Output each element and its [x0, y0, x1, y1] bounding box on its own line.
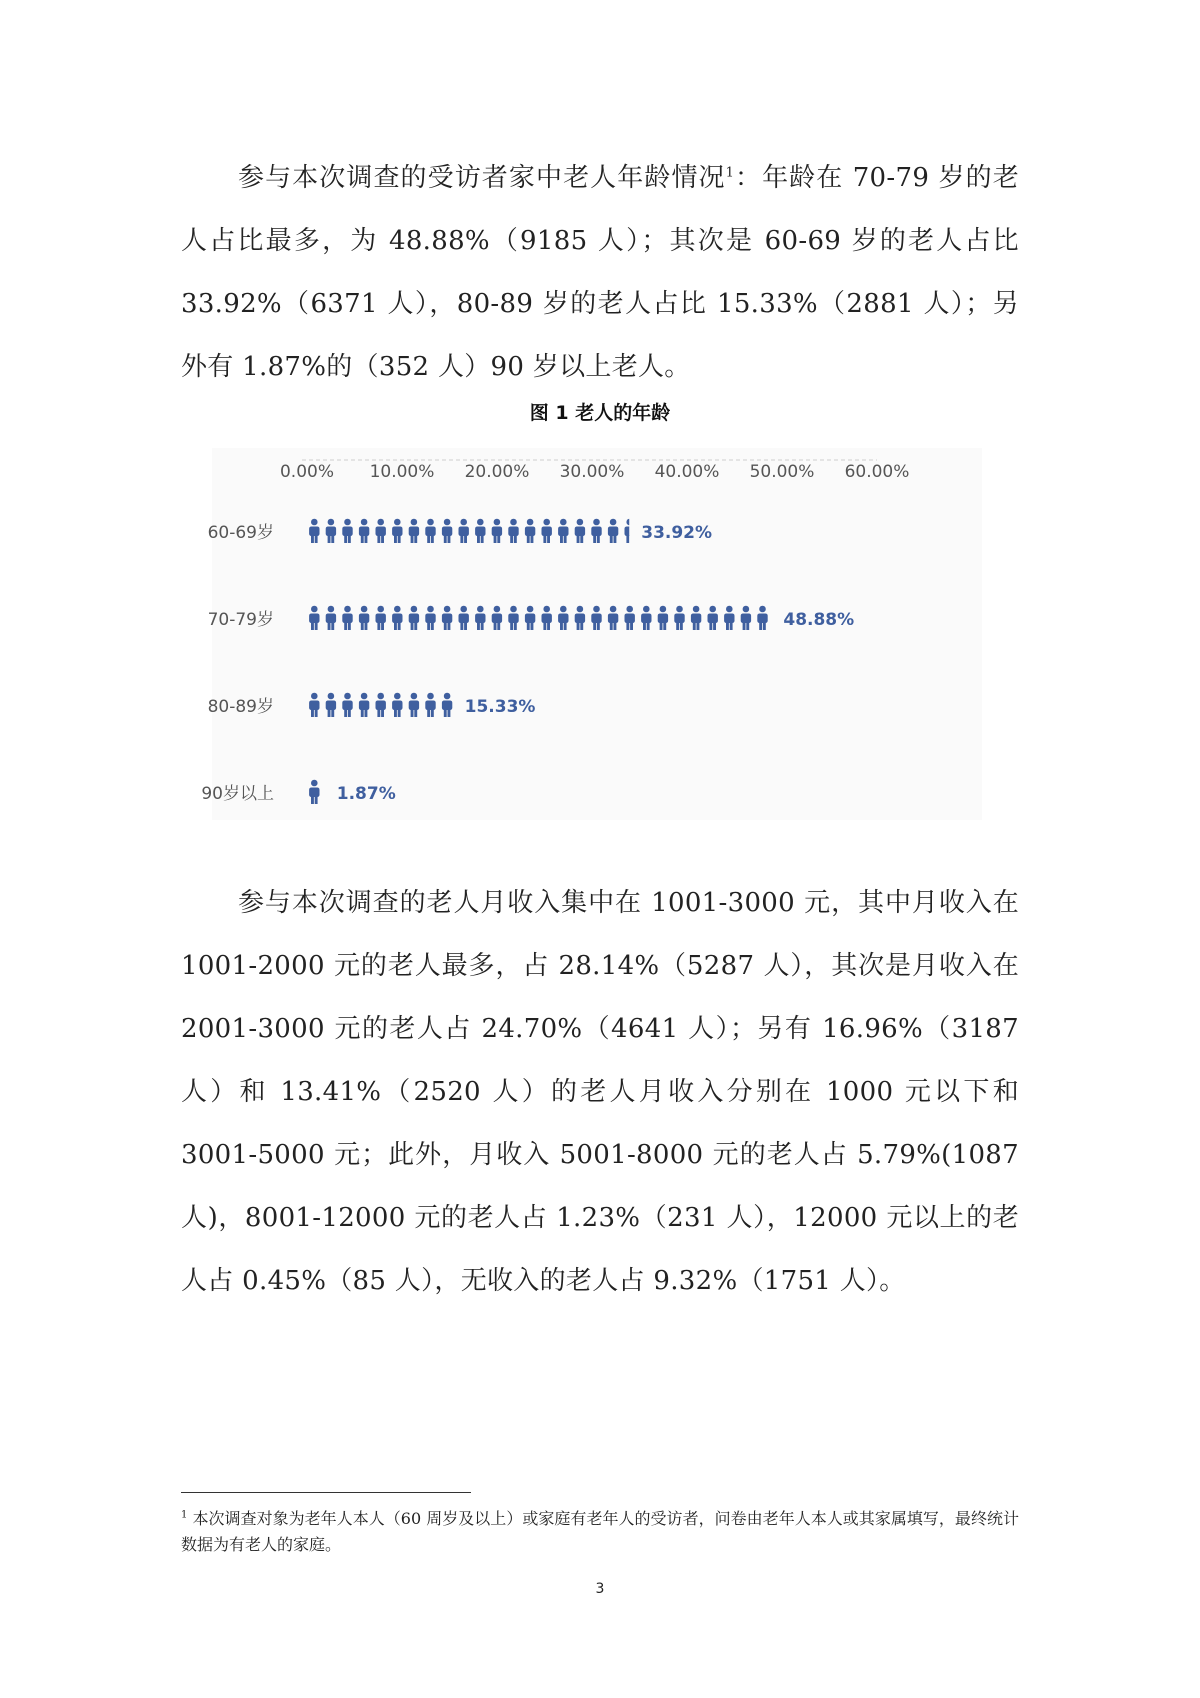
footnote-separator: [181, 1492, 471, 1493]
person-icon: [708, 606, 718, 630]
person-icon: [625, 519, 635, 543]
person-icon: [525, 606, 535, 630]
chart-row: [208, 519, 712, 543]
person-icon: [542, 519, 552, 543]
person-icon: [575, 606, 585, 630]
person-icon: [359, 519, 369, 543]
person-icon: [359, 693, 369, 717]
person-icon: [475, 519, 485, 543]
person-icon: [376, 693, 386, 717]
bar-mark: [309, 693, 452, 717]
person-icon: [724, 606, 734, 630]
person-icon: [608, 606, 618, 630]
person-icon: [425, 606, 435, 630]
person-icon: [342, 606, 352, 630]
person-icon: [741, 606, 751, 630]
person-icon: [359, 606, 369, 630]
chart-row: [208, 606, 855, 630]
person-icon: [459, 519, 469, 543]
person-icon: [608, 519, 618, 543]
person-icon: [376, 519, 386, 543]
bar-mark: [309, 519, 635, 543]
person-icon: [309, 606, 319, 630]
person-icon: [392, 606, 402, 630]
paragraph-income: 参与本次调查的老人月收入集中在 1001-3000 元，其中月收入在 1001-2000 元的老人最多，占 28.14%（5287 人），其次是月收入在 2001-3000 元的老人占 24.70%（4641 人）；另有 16.96%（3187 人）和 13.41%（2520 人）的老人月收入分别在 1000 元以下和 3001-5000 元；此外，月收入 5001-8000 元的老人占 5.79%(1087 人)，8001-12000 元的老人占 1.23%（231 人），12000 元以上的老人占 0.45%（85 人），无收入的老人占 9.32%（1751 人）。: [181, 888, 1019, 1296]
person-icon: [475, 606, 485, 630]
footnote-marker: 1: [181, 1509, 188, 1521]
footnote-reference[interactable]: 1: [725, 165, 735, 181]
page-number: 3: [595, 1581, 605, 1597]
person-icon: [326, 606, 336, 630]
value-label: 48.88%: [783, 610, 855, 630]
paragraph-age: [181, 147, 1019, 399]
x-tick-label: 60.00%: [844, 462, 910, 482]
person-icon: [492, 606, 502, 630]
person-icon: [392, 693, 402, 717]
value-label: 33.92%: [641, 523, 713, 543]
paragraph-age-text-b: ：年龄在 70-79 岁的老人占比最多，为 48.88%（9185 人）；其次是 60-69 岁的老人占比 33.92%（6371 人），80-89 岁的老人占比 15.33%（2881 人）；另外有 1.87%的（352 人）90 岁以上老人。: [181, 163, 1019, 382]
chart-row: [208, 693, 536, 717]
person-icon: [591, 519, 601, 543]
person-icon: [425, 693, 435, 717]
bar-mark: [309, 606, 768, 630]
person-icon: [691, 606, 701, 630]
person-icon: [342, 693, 352, 717]
chart-rows: [201, 519, 854, 804]
figure-title: 图 1 老人的年龄: [529, 402, 671, 424]
age-pictograph-chart: [201, 448, 982, 820]
person-icon: [508, 519, 518, 543]
person-icon: [326, 693, 336, 717]
bar-mark: [309, 780, 336, 804]
person-icon: [392, 519, 402, 543]
x-tick-label: 40.00%: [654, 462, 720, 482]
person-icon: [442, 606, 452, 630]
footnote-text: 本次调查对象为老年人本人（60 周岁及以上）或家庭有老年人的受访者，问卷由老年人本人或其家属填写，最终统计数据为有老人的家庭。: [181, 1509, 1019, 1554]
person-icon: [542, 606, 552, 630]
x-tick-label: 30.00%: [559, 462, 625, 482]
person-icon: [326, 519, 336, 543]
category-label: 70-79岁: [207, 610, 274, 630]
chart-row: [201, 780, 395, 804]
person-icon: [558, 519, 568, 543]
person-icon: [508, 606, 518, 630]
person-icon: [591, 606, 601, 630]
x-axis-ticks: [280, 462, 909, 482]
person-icon: [658, 606, 668, 630]
value-label: 1.87%: [336, 784, 396, 804]
person-icon: [326, 780, 336, 804]
person-icon: [575, 519, 585, 543]
x-tick-label: 10.00%: [369, 462, 435, 482]
footnote: [181, 1506, 1019, 1558]
person-icon: [558, 606, 568, 630]
person-icon: [309, 693, 319, 717]
person-icon: [625, 606, 635, 630]
person-icon: [492, 519, 502, 543]
person-icon: [409, 693, 419, 717]
paragraph-age-text-a: 参与本次调查的受访者家中老人年龄情况: [238, 163, 726, 193]
person-icon: [409, 519, 419, 543]
x-tick-label: 20.00%: [464, 462, 530, 482]
person-icon: [641, 606, 651, 630]
person-icon: [376, 606, 386, 630]
person-icon: [757, 606, 767, 630]
category-label: 90岁以上: [201, 784, 274, 804]
person-icon: [309, 780, 319, 804]
person-icon: [525, 519, 535, 543]
value-label: 15.33%: [464, 697, 536, 717]
category-label: 80-89岁: [207, 697, 274, 717]
person-icon: [342, 519, 352, 543]
x-tick-label: 0.00%: [279, 462, 335, 482]
person-icon: [442, 519, 452, 543]
chart-svg: [201, 448, 982, 820]
person-icon: [425, 519, 435, 543]
person-icon: [409, 606, 419, 630]
category-label: 60-69岁: [207, 523, 274, 543]
person-icon: [674, 606, 684, 630]
person-icon: [309, 519, 319, 543]
person-icon: [442, 693, 452, 717]
x-tick-label: 50.00%: [749, 462, 815, 482]
person-icon: [459, 606, 469, 630]
